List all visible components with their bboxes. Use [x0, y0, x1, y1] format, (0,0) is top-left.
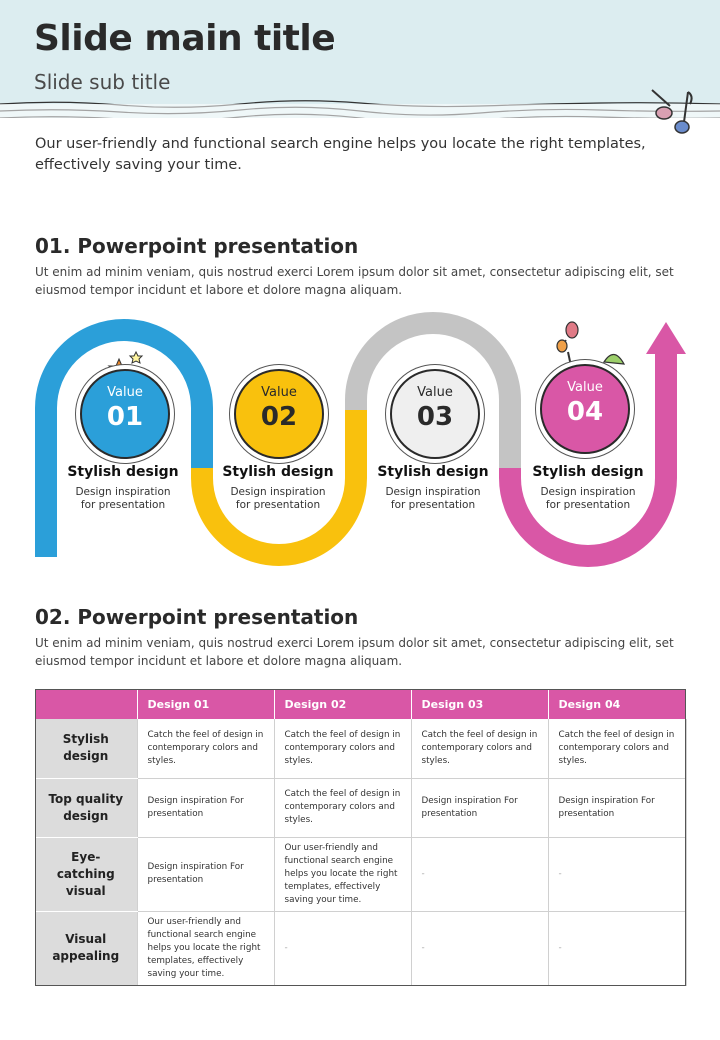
music-note-icon [648, 86, 708, 136]
step-4-badge [540, 364, 630, 454]
table-cell: - [411, 837, 548, 911]
section2-title: 02. Powerpoint presentation [35, 605, 359, 629]
step-3-badge [390, 369, 480, 459]
step-4-value-label: Value [567, 380, 603, 395]
step-4-number: 04 [566, 397, 604, 427]
row-header: Top quality design [35, 778, 137, 837]
section2-body: Ut enim ad minim veniam, quis nostrud exerci Lorem ipsum dolor sit amet, consectetur adipiscing elit, set eiusmod tempor incidunt et labore et dolore magna aliquam. [35, 636, 674, 668]
slide-title: Slide main title [34, 18, 336, 59]
comparison-table [35, 689, 687, 986]
step-2-value-label: Value [261, 385, 297, 400]
table-header-corner [35, 689, 137, 719]
table-cell: Design inspiration For presentation [137, 837, 274, 911]
step-2-title: Stylish design [222, 464, 334, 480]
table-row [35, 911, 686, 985]
table-cell: Design inspiration For presentation [137, 778, 274, 837]
step-2-number: 02 [260, 402, 298, 432]
step-2-desc: Design inspiration for presentation [230, 486, 326, 511]
table-cell: - [411, 911, 548, 985]
table-cell: Our user-friendly and functional search engine helps you locate the right templates, effectively saving your time. [274, 837, 411, 911]
step-4-desc: Design inspiration for presentation [540, 486, 636, 511]
intro-text: Our user-friendly and functional search engine helps you locate the right templates, effectively saving your time. [35, 136, 646, 173]
table-row [35, 778, 686, 837]
table-header-row [35, 689, 686, 719]
table-row [35, 719, 686, 778]
table-cell: Catch the feel of design in contemporary colors and styles. [411, 719, 548, 778]
table-cell: Catch the feel of design in contemporary colors and styles. [274, 778, 411, 837]
step-3-value-label: Value [417, 385, 453, 400]
table-header-design-02: Design 02 [274, 689, 411, 719]
step-4-title: Stylish design [532, 464, 644, 480]
table-cell: Catch the feel of design in contemporary colors and styles. [137, 719, 274, 778]
table-cell: - [548, 837, 686, 911]
step-3-desc: Design inspiration for presentation [385, 486, 481, 511]
table-header-design-04: Design 04 [548, 689, 686, 719]
table-header-design-01: Design 01 [137, 689, 274, 719]
flow-arrowhead [646, 322, 686, 354]
table-row [35, 837, 686, 911]
step-2-badge [234, 369, 324, 459]
table-cell: Design inspiration For presentation [548, 778, 686, 837]
table-cell: Catch the feel of design in contemporary colors and styles. [274, 719, 411, 778]
step-1-badge [80, 369, 170, 459]
header-band [0, 0, 720, 118]
table-header-design-03: Design 03 [411, 689, 548, 719]
section1-body: Ut enim ad minim veniam, quis nostrud exerci Lorem ipsum dolor sit amet, consectetur adipiscing elit, set eiusmod tempor incidunt et labore et dolore magna aliquam. [35, 265, 674, 297]
row-header: Visual appealing [35, 911, 137, 985]
table-cell: - [274, 911, 411, 985]
step-1-desc: Design inspiration for presentation [75, 486, 171, 511]
slide-subtitle: Slide sub title [34, 70, 171, 94]
step-1-value-label: Value [107, 385, 143, 400]
table-cell: Design inspiration For presentation [411, 778, 548, 837]
step-1-number: 01 [106, 402, 144, 432]
table-cell: Our user-friendly and functional search engine helps you locate the right templates, effectively saving your time. [137, 911, 274, 985]
step-3-title: Stylish design [377, 464, 489, 480]
table-cell: Catch the feel of design in contemporary colors and styles. [548, 719, 686, 778]
row-header: Eye-catching visual [35, 837, 137, 911]
section1-title: 01. Powerpoint presentation [35, 234, 359, 258]
step-3-number: 03 [416, 402, 454, 432]
step-1-title: Stylish design [67, 464, 179, 480]
row-header: Stylish design [35, 719, 137, 778]
table-cell: - [548, 911, 686, 985]
